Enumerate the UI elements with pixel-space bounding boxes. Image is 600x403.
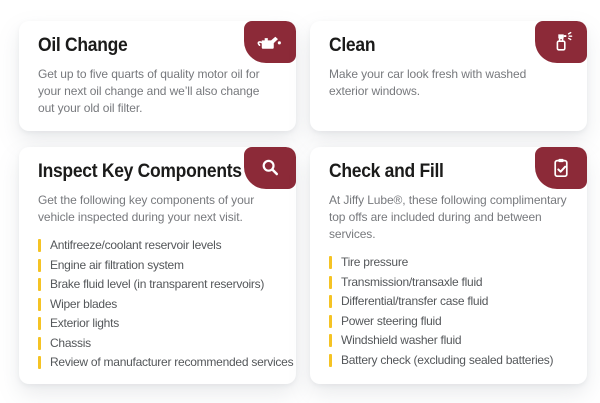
card-description: Get up to five quarts of quality motor oil for your next oil change and we’ll also change out your old oil filter. bbox=[38, 67, 260, 115]
list-item-label: Engine air filtration system bbox=[50, 257, 184, 272]
card-title: Oil Change bbox=[38, 35, 128, 56]
bullet-bar-icon bbox=[38, 337, 41, 350]
list-item-label: Battery check (excluding sealed batteries) bbox=[341, 352, 554, 367]
list-item bbox=[38, 296, 284, 313]
card-description: Get the following key components of your vehicle inspected during your next visit. bbox=[38, 193, 255, 224]
card-title: Clean bbox=[329, 35, 376, 56]
check-fill-items-list bbox=[329, 254, 575, 369]
list-item bbox=[329, 254, 575, 271]
card-title: Check and Fill bbox=[329, 161, 444, 182]
bullet-bar-icon bbox=[38, 278, 41, 291]
bullet-bar-icon bbox=[38, 298, 41, 311]
list-item bbox=[329, 332, 575, 349]
list-item-label: Wiper blades bbox=[50, 296, 118, 311]
bullet-bar-icon bbox=[329, 315, 332, 328]
list-item bbox=[329, 293, 575, 310]
bullet-bar-icon bbox=[329, 354, 332, 367]
list-item-label: Power steering fluid bbox=[341, 313, 442, 328]
list-item bbox=[38, 315, 284, 332]
list-item bbox=[38, 335, 284, 352]
bullet-bar-icon bbox=[38, 239, 41, 252]
bullet-bar-icon bbox=[329, 276, 332, 289]
bullet-bar-icon bbox=[38, 317, 41, 330]
list-item-label: Chassis bbox=[50, 335, 91, 350]
bullet-bar-icon bbox=[329, 295, 332, 308]
card-clean bbox=[310, 21, 587, 131]
card-description: At Jiffy Lube®, these following complimentary top offs are included during and between services. bbox=[329, 193, 567, 241]
list-item-label: Differential/transfer case fluid bbox=[341, 294, 489, 308]
bullet-bar-icon bbox=[38, 259, 41, 272]
list-item-label: Tire pressure bbox=[341, 255, 408, 269]
list-item-label: Windshield washer fluid bbox=[341, 333, 462, 347]
list-item bbox=[38, 354, 294, 371]
list-item-label: Review of manufacturer recommended services bbox=[50, 355, 294, 369]
bullet-bar-icon bbox=[38, 356, 41, 369]
card-inspect-key-components bbox=[19, 147, 296, 384]
list-item bbox=[329, 313, 575, 330]
list-item-label: Antifreeze/coolant reservoir levels bbox=[50, 238, 222, 252]
card-oil-change bbox=[19, 21, 296, 131]
list-item-label: Exterior lights bbox=[50, 316, 119, 330]
card-title: Inspect Key Components bbox=[38, 161, 242, 182]
list-item bbox=[38, 257, 284, 274]
bullet-bar-icon bbox=[329, 334, 332, 347]
list-item bbox=[38, 276, 284, 293]
card-description: Make your car look fresh with washed exterior windows. bbox=[329, 67, 527, 98]
list-item bbox=[38, 237, 284, 254]
card-check-and-fill bbox=[310, 147, 587, 384]
list-item bbox=[329, 274, 575, 291]
list-item-label: Transmission/transaxle fluid bbox=[341, 274, 483, 289]
inspect-items-list bbox=[38, 237, 294, 371]
list-item-label: Brake fluid level (in transparent reservoirs) bbox=[50, 277, 265, 291]
bullet-bar-icon bbox=[329, 256, 332, 269]
list-item bbox=[329, 352, 575, 369]
